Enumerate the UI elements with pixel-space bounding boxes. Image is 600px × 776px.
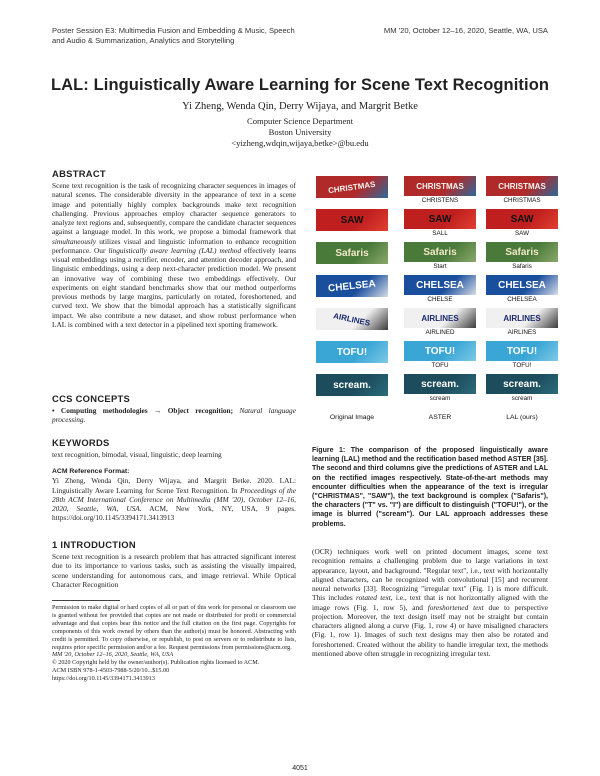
figure-caption: Figure 1: The comparison of the proposed linguistically aware learning (LAL) method and the rectification based method ASTER [35]. The second and third columns give the predictions of ASTER and LAL on the rectified images respectively. State-of-the-art methods may encounter difficulties when the appearance of the text is irregular ("CHRISTMAS", "SAW"), the text background is complex ("Safaris"), the characters ("T" vs. "I") are difficult to distinguish ("TOFU!"), or the image is blurred ("scream"). Our LAL approach addresses these problems.	[312, 447, 548, 528]
figure-thumb-r1-c3	[486, 176, 558, 196]
ccs-body	[52, 406, 296, 425]
lal-prediction: TOFU!	[512, 362, 532, 369]
figure-thumb-r3-c3	[486, 242, 558, 262]
figure-thumb-text: scream.	[333, 379, 371, 391]
figure-thumb-text: AIRLINES	[503, 313, 541, 323]
figure-column-label-2: ASTER	[428, 414, 452, 421]
figure-thumb-text: CHELSEA	[498, 279, 546, 291]
right-column-text	[312, 547, 548, 658]
ccs-heading: CCS CONCEPTS	[52, 393, 131, 404]
figure-thumb-r5-c1	[316, 308, 388, 330]
figure-thumb-text: TOFU!	[336, 346, 368, 358]
lal-prediction: CHELSEA	[507, 296, 537, 303]
affiliation	[0, 116, 600, 149]
figure-thumb-r6-c2	[404, 341, 476, 361]
permission-text: Permission to make digital or hard copies of all or part of this work for personal or classroom use is granted without fee provided that copies are not made or distributed for profit or commercial advantage and that copies bear this notice and the full citation on the first page. Copyrights for components of this work owned by others than the author(s) must be honored. Abstracting with credit is permitted. To copy otherwise, or republish, to post on servers or to redistribute to lists, requires prior specific permission and/or a fee. Request permissions from permissions@acm.org.	[52, 604, 296, 651]
figure-thumb-text: CHRISTMAS	[327, 179, 377, 195]
figure-thumb-text: scream.	[421, 378, 459, 390]
affiliation-email: <yizheng,wdqin,wijaya,betke>@bu.edu	[231, 138, 369, 148]
figure-thumb-r1-c2	[404, 176, 476, 196]
keywords-body: text recognition, bimodal, visual, linguistic, deep learning	[52, 450, 222, 459]
acm-reference-heading: ACM Reference Format:	[52, 468, 130, 475]
figure-thumb-r4-c3	[486, 275, 558, 295]
figure-thumb-text: AIRLINES	[332, 310, 372, 328]
right-part-3: due to perspective projection. Moreover, the text design itself may not be straight but contain characters aligned along a curve (Fig. 1, row 4) or have misaligned characters (Fig. 1, row 1). Images of such text designs may then also be rotated and foreshortened. Created without the ability to handle irregular text, the methods mentioned above often struggle in recognizing irregular text.	[312, 602, 548, 658]
permission-conf: MM '20, October 12–16, 2020, Seattle, WA, USA	[52, 651, 174, 659]
figure-thumb-text: Safaris	[505, 246, 539, 258]
figure-thumb-text: Safaris	[335, 247, 369, 259]
figure-thumb-r7-c3	[486, 374, 558, 394]
intro-heading: 1 INTRODUCTION	[52, 539, 136, 550]
running-header-left	[52, 26, 352, 46]
abstract-em-2: linguistically aware learning (LAL) method	[108, 245, 242, 255]
lal-prediction: AIRLINES	[507, 329, 537, 336]
paper-title: LAL: Linguistically Aware Learning for Scene Text Recognition	[50, 76, 550, 94]
figure-thumb-text: CHELSEA	[327, 278, 377, 294]
lal-prediction: CHRISTMAS	[503, 197, 541, 204]
figure-thumb-r1-c1	[316, 176, 388, 198]
figure-thumb-r4-c2	[404, 275, 476, 295]
figure-thumb-text: SAW	[428, 213, 452, 225]
abstract-body	[52, 181, 296, 329]
running-header-right: MM '20, October 12–16, 2020, Seattle, WA, USA	[383, 26, 548, 35]
figure-thumb-text: AIRLINES	[421, 313, 459, 323]
abstract-part-2: utilizes visual and linguistic information to enhance recognition performance. Our	[52, 236, 296, 255]
figure-thumb-r6-c1	[316, 341, 388, 363]
figure-thumb-r7-c2	[404, 374, 476, 394]
abstract-heading: ABSTRACT	[52, 168, 106, 179]
abstract-part-3: effectively learns visual embeddings using a rectifier, encoder, and attention decoder approach, and linguistic embeddings, using a deep next-character prediction model. We present an innovative way of combining these two embeddings effectively. Our experiments on eight standard benchmarks show that our method outperforms previous methods by large margins, particularly on rotated, foreshortened, and curved text. We show that the bimodal approach has a statistically significant impact. We also contribute a new dataset, and show robust performance when LAL is combined with a text detector in a pipelined text spotting framework.	[52, 245, 297, 329]
intro-body: Scene text recognition is a research problem that has attracted significant interest due to its importance to various tasks, such as assisting the visually impaired, scene understanding for autonomous cars, and image retrieval. While Optical Character Recognition	[52, 552, 296, 589]
permission-doi: https://doi.org/10.1145/3394171.3413913	[52, 675, 155, 683]
figure-thumb-text: CHRISTMAS	[498, 181, 546, 191]
affiliation-univ: Boston University	[268, 127, 332, 137]
figure-thumb-r6-c3	[486, 341, 558, 361]
page-number: 4051	[292, 765, 308, 772]
figure-thumb-r2-c3	[486, 209, 558, 229]
affiliation-dept: Computer Science Department	[247, 116, 353, 126]
figure-thumb-r3-c2	[404, 242, 476, 262]
aster-prediction: TOFU	[431, 362, 449, 369]
figure-thumb-r3-c1	[316, 242, 388, 264]
footnote-rule	[52, 600, 120, 601]
lal-prediction: scream	[511, 395, 533, 402]
header-line-1: Poster Session E3: Multimedia Fusion and Embedding & Music, Speech	[52, 26, 295, 35]
right-part-2: , i.e., text that is not horizontally aligned with the image rows (Fig. 1, row 5), and	[312, 593, 548, 612]
permission-isbn: ACM ISBN 978-1-4503-7988-5/20/10...$15.00	[52, 667, 170, 675]
figure-column-label-1: Original Image	[329, 414, 375, 421]
acm-ref-part-2: ACM, New York, NY, USA, 9 pages. https://doi.org/10.1145/3394171.3413913	[52, 504, 296, 523]
right-em-1: rotated text	[356, 593, 391, 603]
aster-prediction: Start	[433, 263, 447, 270]
figure-thumb-r7-c1	[316, 374, 388, 396]
aster-prediction: SALL	[432, 230, 448, 237]
figure-thumb-text: Safaris	[423, 246, 457, 258]
paper-authors: Yi Zheng, Wenda Qin, Derry Wijaya, and Margrit Betke	[182, 101, 418, 112]
aster-prediction: scream	[429, 395, 451, 402]
abstract-em-1: simultaneously	[52, 236, 97, 246]
aster-prediction: AIRLINED	[425, 329, 455, 336]
lal-prediction: SAW	[514, 230, 530, 237]
aster-prediction: CHELSE	[427, 296, 453, 303]
figure-thumb-r5-c2	[404, 308, 476, 328]
header-line-2: and Audio & Summarization, Analytics and Storytelling	[52, 36, 235, 45]
aster-prediction: CHRISTENS	[421, 197, 459, 204]
figure-thumb-text: scream.	[503, 378, 541, 390]
permission-copyright: © 2020 Copyright held by the owner/author(s). Publication rights licensed to ACM.	[52, 659, 260, 667]
right-em-2: foreshortened text	[427, 602, 484, 612]
figure-thumb-text: SAW	[340, 214, 364, 226]
lal-prediction: Safaris	[512, 263, 532, 270]
figure-thumb-text: CHELSEA	[416, 279, 464, 291]
figure-thumb-text: CHRISTMAS	[416, 181, 464, 191]
acm-ref-part-1: Yi Zheng, Wenda Qin, Derry Wijaya, and Margrit Betke. 2020. LAL: Linguistically Aware Learning for Scene Text Recognition. In	[52, 476, 296, 495]
figure-thumb-text: TOFU!	[424, 345, 456, 357]
figure-thumb-r4-c1	[316, 275, 388, 297]
ccs-bullet: • Computing methodologies → Object recognition;	[52, 406, 234, 415]
figure-thumb-text: TOFU!	[506, 345, 538, 357]
figure-thumb-r2-c1	[316, 209, 388, 231]
figure-column-label-3: LAL (ours)	[506, 414, 538, 421]
figure-thumb-r5-c3	[486, 308, 558, 328]
keywords-heading: KEYWORDS	[52, 437, 110, 448]
acm-reference	[52, 466, 296, 523]
permission-notice	[52, 604, 296, 683]
ccs-em: Natural language processing.	[52, 406, 296, 425]
figure-thumb-r2-c2	[404, 209, 476, 229]
abstract-part-1: Scene text recognition is the task of recognizing character sequences in images of natural scenes. The considerable diversity in the appearance of text in a scene image and potentially highly complex backgrounds make text recognition challenging. Previous approaches employ character sequence generators to analyze text regions and, subsequently, compare the candidate character sequences against a language model. In this work, we propose a bimodal framework that	[52, 181, 296, 237]
acm-ref-em: Proceedings of the 28th ACM International Conference on Multimedia (MM '20), October 12–16, 2020, Seattle, WA, USA.	[52, 485, 296, 513]
right-part-1: (OCR) techniques work well on printed document images, scene text recognition remains a challenging problem due to large variations in text appearance, layout, and background. "Regular text", i.e., text with horizontally aligned characters, can be recognized with convolutional [15] and recurrent neural networks [33]. Recognizing "irregular text" (Fig. 1) is more difficult. This includes	[312, 547, 548, 603]
figure-1	[312, 176, 568, 436]
figure-thumb-text: SAW	[510, 213, 534, 225]
